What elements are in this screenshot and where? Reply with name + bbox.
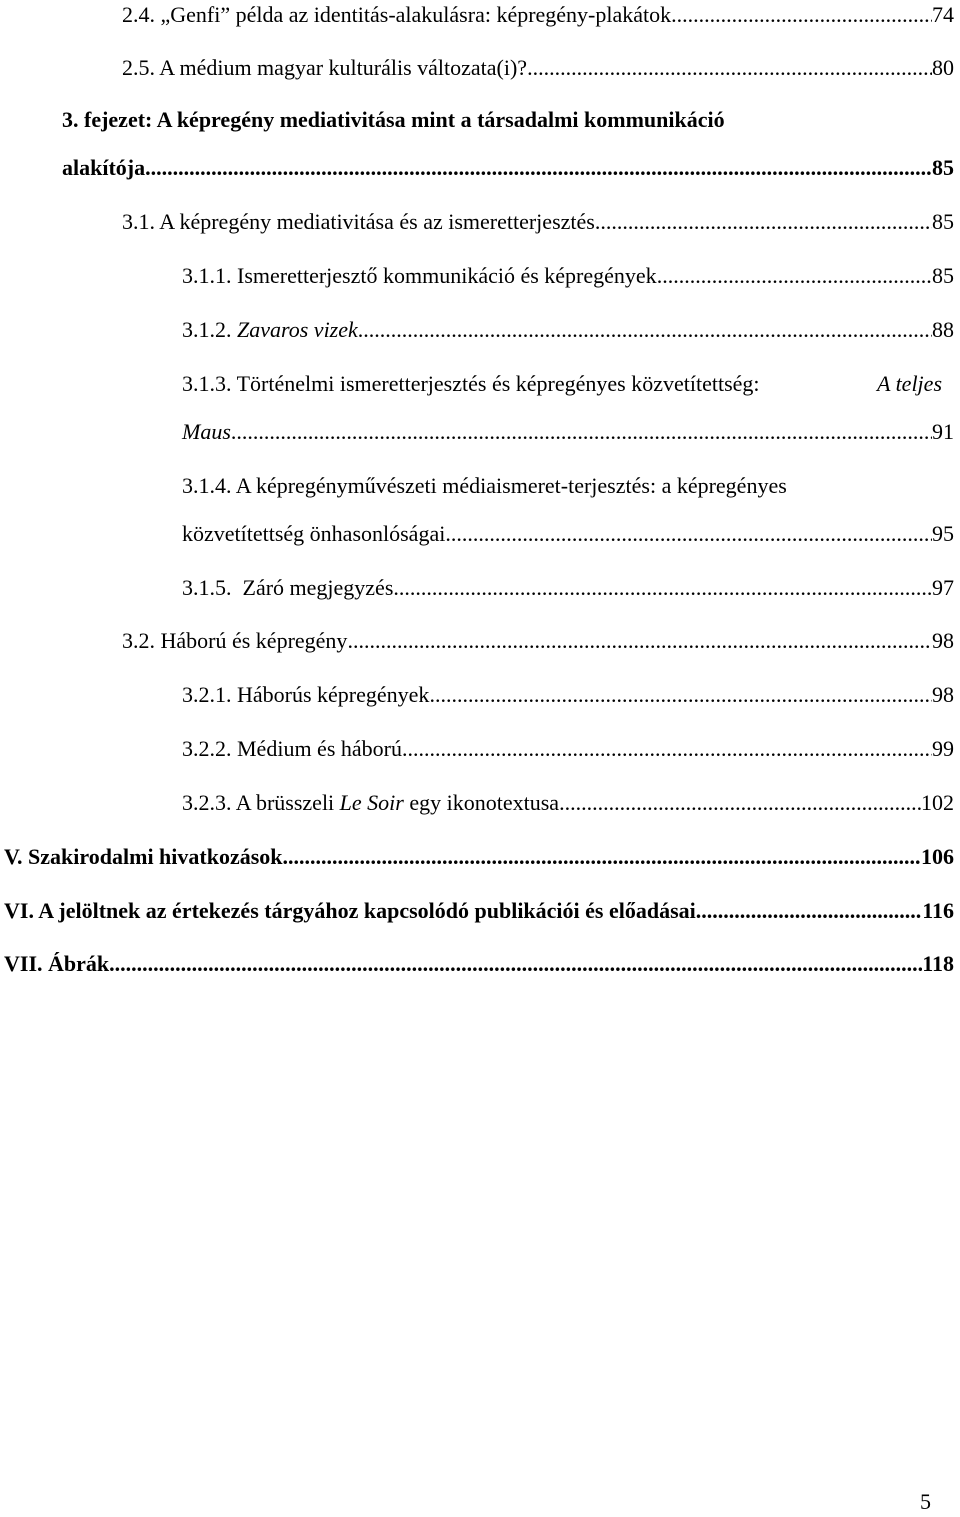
toc-entry-suffix: egy ikonotextusa (403, 790, 560, 815)
toc-entry-text: 2.5. A médium magyar kulturális változata(i)? (122, 55, 528, 80)
dot-leader (283, 842, 921, 872)
toc-page-number: 106 (921, 844, 954, 869)
toc-entry-text (182, 315, 358, 345)
toc-entry-3-1-5[interactable] (182, 573, 954, 603)
dot-leader (527, 53, 932, 83)
toc-entry-3-2-2[interactable] (182, 734, 954, 764)
toc-entry-text: 3.1.4. A képregényművészeti médiaismeret-terjesztés: a képregényes (182, 473, 787, 498)
toc-page-number: 85 (932, 263, 954, 288)
toc-page-number: 88 (932, 317, 954, 342)
toc-chapter-3-line1[interactable] (62, 105, 954, 135)
toc-entry-text: 3.2.2. Médium és háború (182, 736, 402, 761)
toc-entry-text: VI. A jelöltnek az értekezés tárgyához kapcsolódó publikációi és előadásai (4, 898, 696, 923)
toc-page-number: 80 (932, 55, 954, 80)
toc-section-V[interactable] (4, 842, 954, 872)
dot-leader (445, 519, 932, 549)
toc-page-number: 74 (932, 2, 954, 27)
toc-section-VII[interactable] (4, 949, 954, 979)
toc-page-number: 98 (932, 682, 954, 707)
dot-leader (429, 680, 932, 710)
toc-page-number: 85 (932, 209, 954, 234)
toc-entry-3-1-1[interactable] (182, 261, 954, 291)
toc-page-number: 102 (921, 790, 954, 815)
toc-entry-text: 3.1. A képregény mediativitása és az ismeretterjesztés (122, 209, 595, 234)
toc-entry-text (182, 788, 559, 818)
toc-entry-3-1-3-line1[interactable] (182, 369, 942, 399)
dot-leader (671, 0, 932, 30)
toc-entry-3-1-4-line2[interactable] (182, 519, 954, 549)
toc-page-number: 98 (932, 628, 954, 653)
toc-page-number: 116 (922, 898, 954, 923)
toc-entry-3-1-2[interactable] (182, 315, 954, 345)
toc-entry-3-2-3[interactable] (182, 788, 954, 818)
dot-leader (393, 573, 932, 603)
toc-entry-text: 3.2. Háború és képregény (122, 628, 348, 653)
toc-entry-text: 2.4. „Genfi” példa az identitás-alakulásra: képregény-plakátok (122, 2, 672, 27)
toc-entry-text: alakítója (62, 155, 146, 180)
toc-entry-text: 3.1.1. Ismeretterjesztő kommunikáció és képregények (182, 263, 657, 288)
toc-entry-text: V. Szakirodalmi hivatkozások (4, 844, 283, 869)
toc-section-VI[interactable] (4, 896, 954, 926)
toc-entry-3-1[interactable] (122, 207, 954, 237)
dot-leader (358, 315, 932, 345)
dot-leader (109, 949, 922, 979)
toc-entry-2-5[interactable] (122, 53, 954, 83)
toc-entry-prefix: 3.2.3. A brüsszeli (182, 790, 340, 815)
toc-entry-italic-title: A teljes (877, 371, 942, 396)
toc-entry-text: 3. fejezet: A képregény mediativitása mint a társadalmi kommunikáció (62, 107, 725, 132)
toc-chapter-3-line2[interactable] (62, 153, 954, 183)
dot-leader (347, 626, 932, 656)
toc-page-number: 85 (932, 155, 954, 180)
toc-page-number: 118 (922, 951, 954, 976)
dot-leader (402, 734, 932, 764)
toc-entry-3-2[interactable] (122, 626, 954, 656)
toc-entry-text: 3.2.1. Háborús képregények (182, 682, 430, 707)
toc-entry-prefix: 3.1.2. (182, 317, 237, 342)
toc-entry-text: közvetítettség önhasonlóságai (182, 521, 446, 546)
toc-entry-text: VII. Ábrák (4, 951, 110, 976)
page-number: 5 (920, 1489, 931, 1514)
toc-entry-italic-title: Maus (182, 419, 231, 444)
toc-entry-italic-title: Zavaros vizek (237, 317, 358, 342)
dot-leader (657, 261, 932, 291)
toc-page-number: 91 (932, 419, 954, 444)
toc-entry-3-2-1[interactable] (182, 680, 954, 710)
toc-page-number: 95 (932, 521, 954, 546)
dot-leader (145, 153, 932, 183)
toc-entry-2-4[interactable] (122, 0, 954, 30)
dot-leader (595, 207, 932, 237)
toc-entry-3-1-4-line1[interactable] (182, 471, 954, 501)
toc-page-number: 97 (932, 575, 954, 600)
dot-leader (559, 788, 921, 818)
toc-page-number: 99 (932, 736, 954, 761)
toc-entry-italic-title: Le Soir (339, 790, 404, 815)
dot-leader (696, 896, 922, 926)
dot-leader (231, 417, 932, 447)
toc-entry-text: 3.1.3. Történelmi ismeretterjesztés és képregényes közvetítettség: (182, 371, 760, 396)
toc-entry-text: 3.1.5. Záró megjegyzés (182, 575, 394, 600)
toc-entry-3-1-3-line2[interactable] (182, 417, 954, 447)
